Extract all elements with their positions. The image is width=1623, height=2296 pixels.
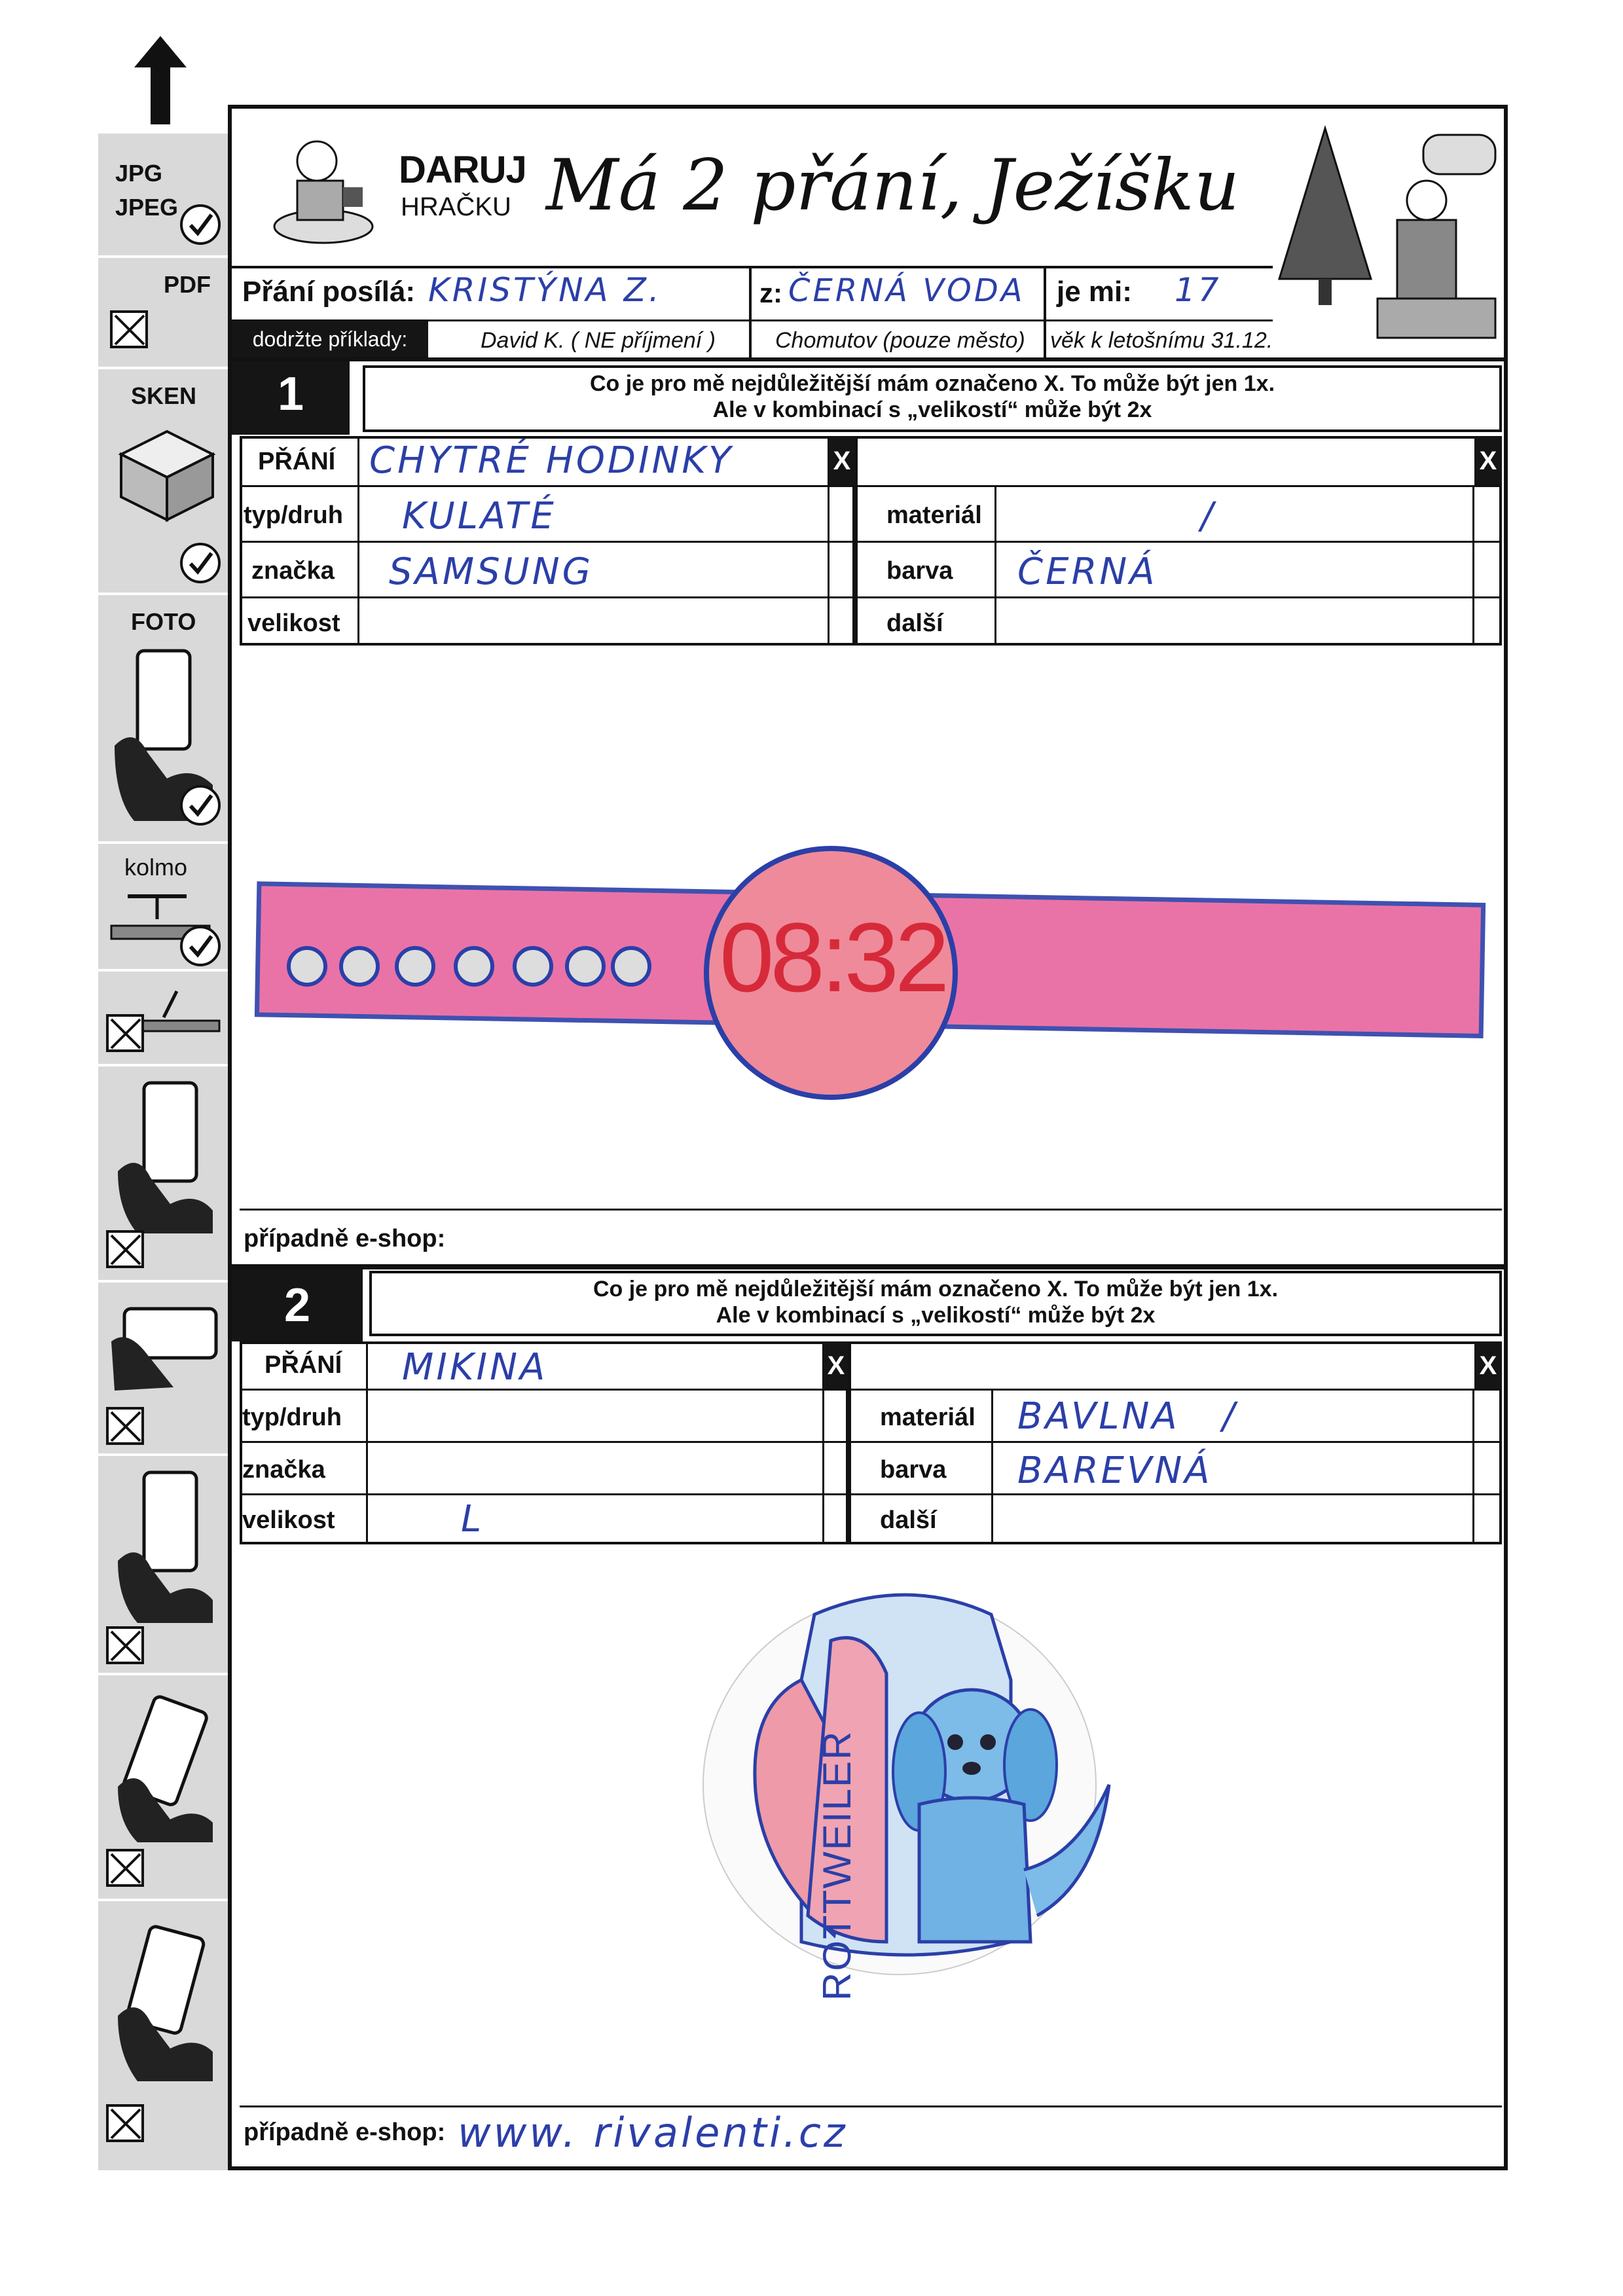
strip-perpendicular-section <box>98 841 228 969</box>
wish2-note-line1: Co je pro mě nejdůležitější mám označeno X. To může být jen 1x. <box>593 1277 1279 1302</box>
tilted-phone-icon <box>111 1688 216 1846</box>
wish2-note-line2: Ale v kombinací s „velikostí“ může být 2x <box>716 1303 1156 1328</box>
phone-hand-icon <box>111 1469 216 1626</box>
age-label: je mi: <box>1057 276 1132 308</box>
wish2-number: 2 <box>232 1269 363 1341</box>
wish1-x-mark-right: X <box>1474 437 1502 485</box>
strip-jpg-section <box>98 131 228 255</box>
logo-hracku: HRAČKU <box>401 192 511 221</box>
sender-label: Přání posílá: <box>242 276 416 308</box>
wish1-watch-time: 08:32 <box>720 902 946 1012</box>
wish1-material-value: / <box>1201 495 1216 538</box>
wish1-type-label: typ/druh <box>244 501 343 529</box>
pdf-label: PDF <box>164 271 211 298</box>
jpg-label: JPG <box>115 160 163 187</box>
up-arrow-icon <box>134 36 187 124</box>
wish2-right-table <box>848 1341 1502 1544</box>
wish1-note <box>363 371 1502 423</box>
phone-hand-icon <box>111 1080 216 1237</box>
kolmo-label: kolmo <box>124 854 188 881</box>
check-icon <box>180 543 221 583</box>
wish2-brand-label: značka <box>242 1456 325 1484</box>
jpeg-label: JPEG <box>115 194 179 221</box>
wish2-color-label: barva <box>880 1456 947 1484</box>
wish2-x-mark-right: X <box>1474 1343 1502 1389</box>
wish1-note-line1: Co je pro mě nejdůležitější mám označeno X. To může být jen 1x. <box>589 371 1275 396</box>
phone-landscape-icon <box>108 1302 219 1394</box>
wish1-color-label: barva <box>886 557 953 585</box>
wish2-material-label: materiál <box>880 1404 976 1431</box>
wish1-eshop-label: případně e-shop: <box>244 1225 446 1252</box>
example-name: David K. ( NE příjmení ) <box>481 328 716 353</box>
wish1-number-tail <box>232 427 350 435</box>
wish1-brand-value: SAMSUNG <box>389 551 593 593</box>
wish1-wish-label: PŘÁNÍ <box>258 448 336 475</box>
strip-pdf-section <box>98 255 228 367</box>
cross-box-icon <box>106 1626 144 1664</box>
strip-bad-photo-3 <box>98 1453 228 1673</box>
wish1-other-label: další <box>886 610 943 637</box>
wish2-hoodie-drawing <box>690 1575 1116 1981</box>
foto-label: FOTO <box>131 608 196 635</box>
wish2-size-value: L <box>461 1498 484 1540</box>
cross-box-icon <box>106 1014 144 1052</box>
check-icon <box>180 926 221 966</box>
strip-bad-photo-4 <box>98 1673 228 1899</box>
wish2-x-mark-left: X <box>824 1343 848 1389</box>
wish2-type-label: typ/druh <box>242 1404 342 1431</box>
strip-photo-section <box>98 592 228 841</box>
check-icon <box>180 785 221 826</box>
wish2-hoodie-text: ROTTWEILER <box>815 1730 859 2001</box>
instruction-strip <box>98 131 228 2170</box>
wish1-size-label: velikost <box>247 610 340 637</box>
page-title: Má 2 přání, Ježíšku <box>546 145 1240 227</box>
example-age: věk k letošnímu 31.12. <box>1050 328 1273 353</box>
cross-box-icon <box>110 310 148 348</box>
strip-bad-photo-2 <box>98 1280 228 1453</box>
wish1-wish-value: CHYTRÉ HODINKY <box>369 439 734 482</box>
wish2-note <box>369 1276 1502 1328</box>
age-value: 17 <box>1175 271 1222 309</box>
wish2-wish-value: MIKINA <box>402 1346 548 1389</box>
wish2-wish-label: PŘÁNÍ <box>264 1351 342 1379</box>
christmas-tree-icon <box>1266 122 1505 344</box>
sender-value: KRISTÝNA Z. <box>428 271 662 309</box>
cross-box-icon <box>106 2104 144 2142</box>
scanner-icon <box>115 428 219 526</box>
cross-box-icon <box>106 1230 144 1268</box>
strip-angled-section <box>98 969 228 1064</box>
wish2-size-label: velikost <box>242 1506 335 1534</box>
wish1-material-label: materiál <box>886 501 982 529</box>
wish1-type-value: KULATÉ <box>402 495 556 538</box>
santa-logo-icon <box>271 128 376 246</box>
wish1-color-value: ČERNÁ <box>1017 551 1158 593</box>
wish1-x-mark-left: X <box>829 437 855 485</box>
wish2-other-label: další <box>880 1506 937 1534</box>
wish1-brand-label: značka <box>251 557 335 585</box>
wish-form <box>228 105 1508 2170</box>
cross-box-icon <box>106 1407 144 1445</box>
examples-label: dodržte příklady: <box>232 321 428 357</box>
wish2-color-value: BAREVNÁ <box>1017 1449 1213 1492</box>
cross-box-icon <box>106 1849 144 1887</box>
strip-bad-photo-1 <box>98 1064 228 1280</box>
from-label: z: <box>759 278 782 308</box>
wish1-note-line2: Ale v kombinací s „velikostí“ může být 2x <box>712 397 1152 422</box>
sken-label: SKEN <box>131 382 197 409</box>
strip-scan-section <box>98 367 228 592</box>
from-value: ČERNÁ VODA <box>788 272 1025 309</box>
logo-daruj: DARUJ <box>399 149 526 191</box>
tilted-phone-icon <box>111 1918 216 2088</box>
wish1-number: 1 <box>232 361 350 427</box>
wish2-eshop-value: www. rivalenti.cz <box>458 2109 848 2157</box>
example-town: Chomutov (pouze město) <box>775 328 1025 353</box>
check-icon <box>180 204 221 245</box>
wish2-material-value: BAVLNA / <box>1017 1395 1237 1438</box>
wish2-eshop-label: případně e-shop: <box>244 2119 446 2146</box>
strip-bad-photo-5 <box>98 1899 228 2170</box>
